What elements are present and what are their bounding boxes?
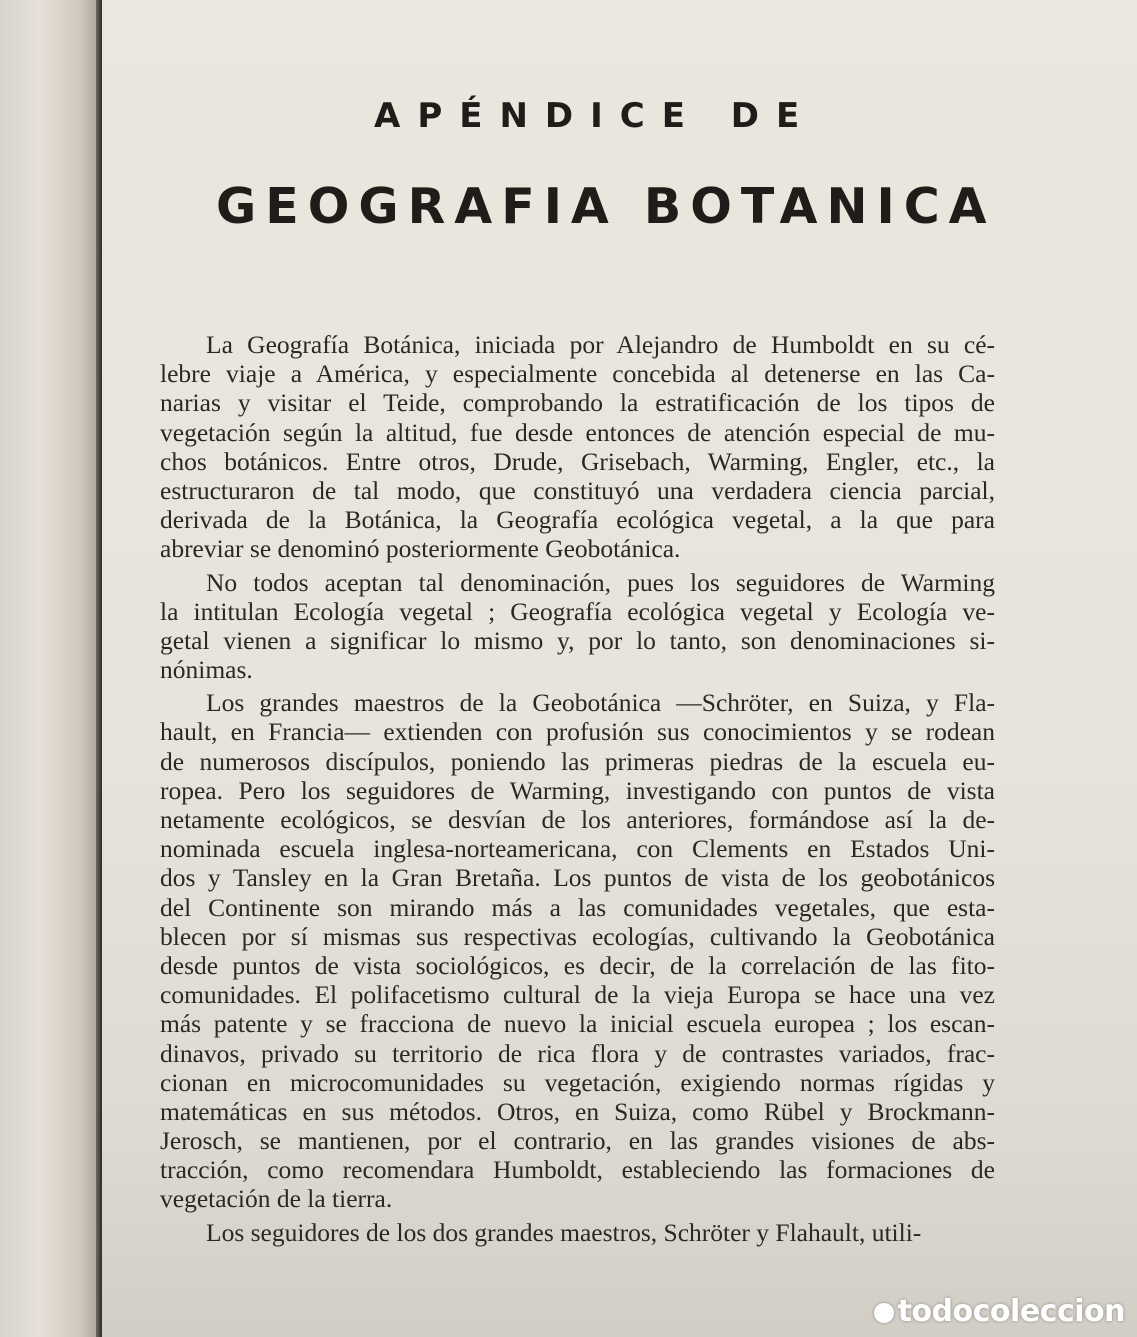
appendix-kicker: APÉNDICE DE	[374, 96, 817, 136]
text-line: tracción, como recomendara Humboldt, estableciendo las formaciones de	[160, 1155, 995, 1185]
text-line: No todos aceptan tal denominación, pues los seguidores de Warming	[206, 567, 995, 597]
text-line: abreviar se denominó posteriormente Geobotánica.	[160, 534, 681, 564]
text-line: nónimas.	[160, 655, 253, 685]
body-text	[160, 330, 995, 1251]
book-gutter	[0, 0, 100, 1337]
text-line: vegetación de la tierra.	[160, 1184, 393, 1214]
text-line: estructuraron de tal modo, que constituyó una verdadera ciencia parcial,	[160, 475, 995, 505]
text-line: más patente y se fracciona de nuevo la inicial escuela europea ; los escan-	[160, 1009, 995, 1039]
text-line: ropea. Pero los seguidores de Warming, investigando con puntos de vista	[160, 775, 995, 805]
text-line: Los grandes maestros de la Geobotánica —Schröter, en Suiza, y Fla-	[206, 688, 995, 718]
page-title: GEOGRAFIA BOTANICA	[216, 178, 996, 235]
paragraph	[160, 330, 995, 564]
text-line: narias y visitar el Teide, comprobando la estratificación de los tipos de	[160, 388, 995, 418]
paragraph	[160, 1218, 995, 1247]
watermark-logo-icon	[874, 1303, 894, 1323]
text-line: blecen por sí mismas sus respectivas ecologías, cultivando la Geobotánica	[160, 921, 995, 951]
text-line: comunidades. El polifacetismo cultural de la vieja Europa se hace una vez	[160, 980, 995, 1010]
text-line: nominada escuela inglesa-norteamericana, con Clements en Estados Uni-	[160, 834, 995, 864]
text-line: lebre viaje a América, y especialmente concebida al detenerse en las Ca-	[160, 359, 995, 389]
text-line: La Geografía Botánica, iniciada por Alejandro de Humboldt en su cé-	[206, 330, 995, 359]
watermark-label: todocoleccion	[897, 1294, 1125, 1329]
text-line: la intitulan Ecología vegetal ; Geografía ecológica vegetal y Ecología ve-	[160, 596, 995, 626]
text-line: hault, en Francia— extienden con profusión sus conocimientos y se rodean	[160, 717, 995, 747]
watermark	[874, 1294, 1125, 1329]
text-line: Jerosch, se mantienen, por el contrario, en las grandes visiones de abs-	[160, 1126, 995, 1156]
book-page	[102, 0, 1137, 1337]
text-line: derivada de la Botánica, la Geografía ecológica vegetal, a la que para	[160, 505, 995, 535]
text-line: de numerosos discípulos, poniendo las primeras piedras de la escuela eu-	[160, 746, 995, 776]
text-line: Los seguidores de los dos grandes maestros, Schröter y Flahault, utili-	[206, 1217, 922, 1247]
text-line: desde puntos de vista sociológicos, es decir, de la correlación de las fito-	[160, 950, 995, 980]
text-line: vegetación según la altitud, fue desde entonces de atención especial de mu-	[160, 417, 995, 447]
paragraph	[160, 688, 995, 1213]
text-line: del Continente son mirando más a las comunidades vegetales, que esta-	[160, 892, 995, 922]
text-line: chos botánicos. Entre otros, Drude, Grisebach, Warming, Engler, etc., la	[160, 446, 995, 476]
text-line: dinavos, privado su territorio de rica flora y de contrastes variados, frac-	[160, 1038, 995, 1068]
text-line: getal vienen a significar lo mismo y, por lo tanto, son denominaciones si-	[160, 625, 995, 655]
text-line: dos y Tansley en la Gran Bretaña. Los puntos de vista de los geobotánicos	[160, 863, 995, 893]
text-line: matemáticas en sus métodos. Otros, en Suiza, como Rübel y Brockmann-	[160, 1096, 995, 1126]
text-line: netamente ecológicos, se desvían de los anteriores, formándose así la de-	[160, 805, 995, 834]
text-line: cionan en microcomunidades su vegetación, exigiendo normas rígidas y	[160, 1067, 995, 1097]
paragraph	[160, 568, 995, 685]
